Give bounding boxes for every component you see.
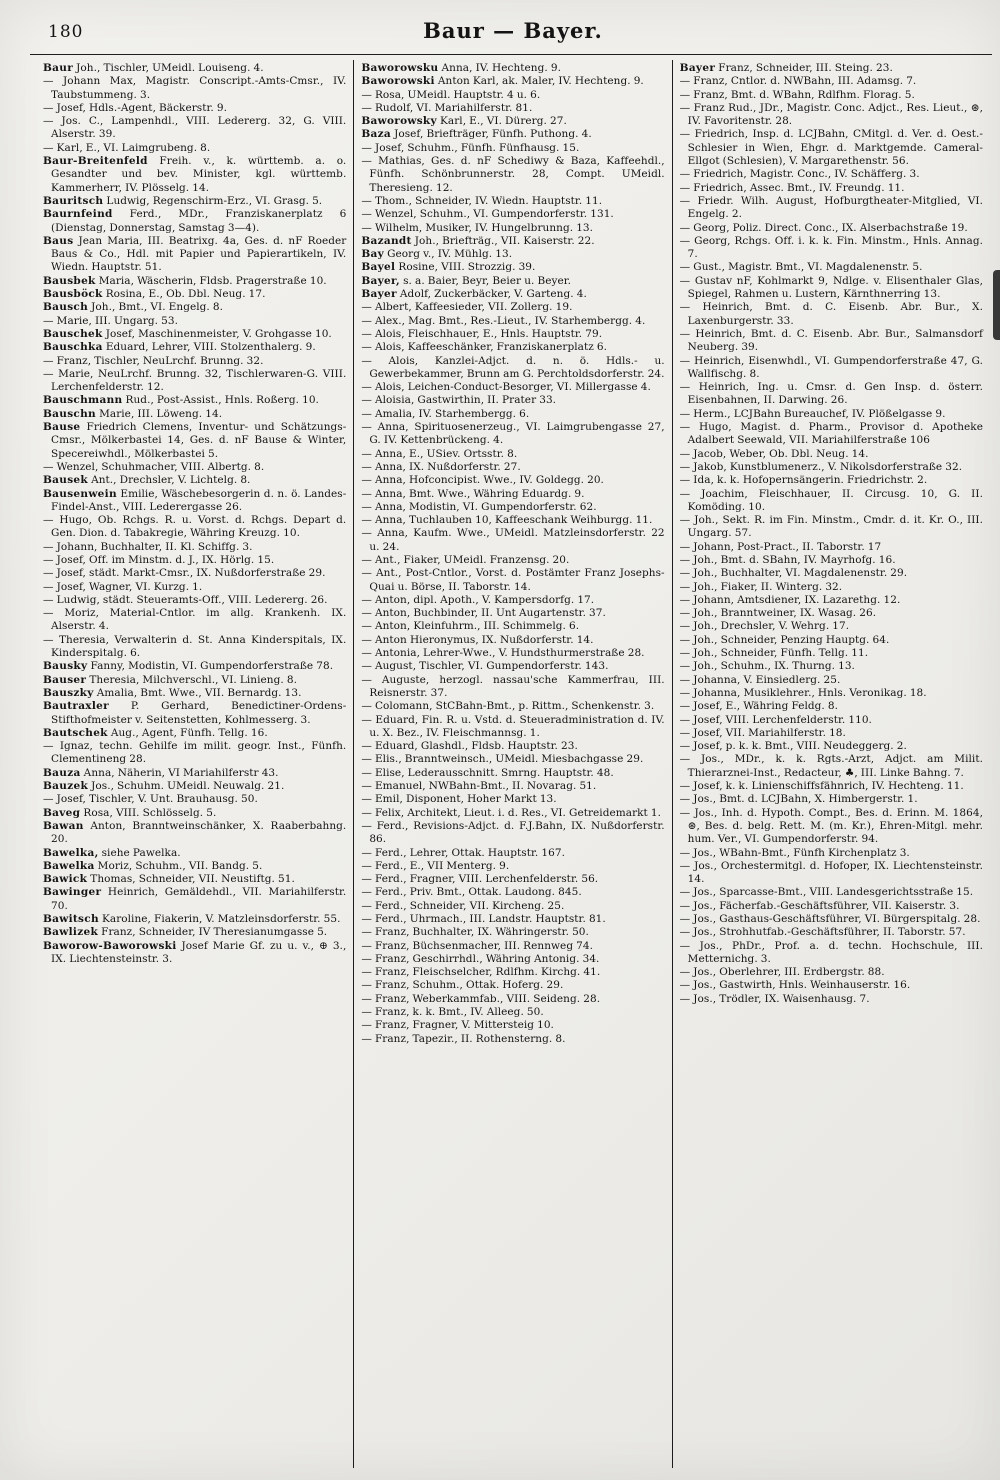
directory-entry: — Albert, Kaffeesieder, VII. Zollerg. 19.	[361, 301, 573, 314]
entry-surname: Baurnfeind	[43, 208, 113, 221]
directory-entry: — Felix, Architekt, Lieut. i. d. Res., VI. Getreidemarkt 1.	[361, 806, 662, 819]
entry-surname: Bause	[43, 421, 81, 434]
directory-entry: — Jos., PhDr., Prof. a. d. techn. Hochschule, III. Metternichg. 3.	[679, 939, 983, 965]
directory-entry: Bausbek Maria, Wäscherin, Fldsb. Pragerstraße 10.	[43, 274, 327, 287]
page-title: Baur — Bayer.	[423, 18, 603, 43]
directory-entry: — Jos., Gasthaus-Geschäftsführer, VI. Bürgerspitalg. 28.	[679, 913, 981, 925]
directory-entry: — Anna, E., USiev. Ortsstr. 8.	[361, 447, 518, 460]
entry-surname: Baworowsku	[361, 62, 439, 74]
scan-artifact	[993, 270, 1000, 340]
directory-entry: — Jos., Strohhutfab.-Geschäftsführer, II. Taborstr. 57.	[679, 926, 966, 939]
directory-entry: — Josef, Off. im Minstm. d. J., IX. Hörlg. 15.	[43, 553, 275, 566]
directory-entry: — Rudolf, VI. Mariahilferstr. 81.	[361, 101, 533, 114]
directory-entry: — Jos. C., Lampenhdl., VIII. Ledererg. 32, G. VIII. Alserstr. 39.	[43, 115, 347, 141]
entry-surname: Baworowsky	[361, 115, 437, 128]
entry-surname: Bayer	[679, 62, 716, 74]
entry-surname: Bauszky	[43, 686, 94, 699]
directory-entry: Bausenwein Emilie, Wäschebesorgerin d. n. ö. Landes-Findel-Anst., VIII. Lederergasse 26.	[43, 487, 347, 513]
directory-entry: — Heinrich, Bmt. d. C. Eisenb. Abr. Bur., Salmansdorf Neuberg. 39.	[679, 327, 983, 354]
directory-entry: — Jos., Sparcasse-Bmt., VIII. Landesgerichtsstraße 15.	[679, 886, 974, 899]
directory-entry: — Alois, Leichen-Conduct-Besorger, VI. Millergasse 4.	[361, 381, 651, 394]
directory-entry: — Joh., Drechsler, V. Wehrg. 17.	[679, 620, 850, 633]
entry-surname: Bauser	[43, 673, 87, 686]
entry-surname: Baur	[43, 62, 74, 74]
entry-surname: Baur-Breitenfeld	[43, 155, 148, 168]
directory-entry: — Franz Rud., JDr., Magistr. Conc. Adjct., Res. Lieut., ⊛, IV. Favoritenstr. 28.	[679, 101, 983, 128]
entry-surname: Bawan	[43, 819, 84, 832]
directory-entry: Bauschek Josef, Maschinenmeister, V. Grohgasse 10.	[43, 327, 332, 340]
directory-entry: — Elise, Lederausschnitt. Smrng. Hauptstr. 48.	[361, 766, 614, 779]
directory-entry: — Ludwig, städt. Steueramts-Off., VIII. Ledererg. 26.	[43, 593, 328, 606]
directory-entry: Bay Georg v., IV. Mühlg. 13.	[361, 248, 513, 261]
entry-surname: Bayel	[361, 261, 396, 274]
directory-entry: — Jacob, Weber, Ob. Dbl. Neug. 14.	[679, 447, 869, 460]
directory-entry: — Wilhelm, Musiker, IV. Hungelbrunng. 13.	[361, 221, 594, 234]
directory-entry: — Alex., Mag. Bmt., Res.-Lieut., IV. Starhembergg. 4.	[361, 314, 646, 327]
directory-entry: Baworowsky Karl, E., VI. Dürerg. 27.	[361, 115, 567, 128]
directory-column	[672, 60, 990, 1468]
directory-entry: — Anton Hieronymus, IX. Nußdorferstr. 14.	[361, 633, 594, 646]
directory-entry: — Jos., Trödler, IX. Waisenhausg. 7.	[679, 992, 870, 1005]
entry-surname: Baza	[361, 128, 391, 141]
directory-entry: — Joachim, Fleischhauer, II. Circusg. 10, G. II. Komöding. 10.	[679, 487, 983, 513]
entry-surname: Bawelka	[43, 859, 95, 872]
directory-entry: — Colomann, StCBahn-Bmt., p. Rittm., Schenkenstr. 3.	[361, 700, 655, 713]
directory-entry: — Hugo, Magist. d. Pharm., Provisor d. Apotheke Adalbert Seewald, VII. Mariahilferstraße 106	[679, 421, 983, 447]
directory-entry: — Ant., Fiaker, UMeidl. Franzensg. 20.	[361, 553, 570, 566]
directory-entry: — Anton, dipl. Apoth., V. Kampersdorfg. 17.	[361, 593, 595, 606]
directory-entry: — Ida, k. k. Hofopernsängerin. Friedrichstr. 2.	[679, 474, 928, 487]
directory-entry: — Alois, Fleischhauer, E., Hnls. Hauptstr. 79.	[361, 327, 603, 340]
directory-entry: Bauzek Jos., Schuhm. UMeidl. Neuwalg. 21.	[43, 780, 285, 793]
directory-entry: — Gustav nF, Kohlmarkt 9, Ndlge. v. Elisenthaler Glas, Spiegel, Rahmen u. Lustern, Kärnthnerring 13.	[679, 274, 983, 301]
directory-entry: — Johann, Post-Pract., II. Taborstr. 17	[679, 540, 882, 553]
page-number: 180	[48, 22, 84, 42]
entry-surname: Bausböck	[43, 288, 103, 301]
directory-entry: — Hugo, Ob. Rchgs. R. u. Vorst. d. Rchgs. Depart d. Gen. Dion. d. Tabakregie, Währing Kreuzg. 10.	[43, 514, 347, 540]
directory-entry: Bawelka, siehe Pawelka.	[43, 846, 181, 859]
directory-entry: Bawinger Heinrich, Gemäldehdl., VII. Mariahilferstr. 70.	[43, 886, 347, 912]
directory-entry: — Heinrich, Bmt. d. C. Eisenb. Abr. Bur., X. Laxenburgerstr. 33.	[679, 301, 983, 327]
directory-entry: Bauschmann Rud., Post-Assist., Hnls. Roßerg. 10.	[43, 394, 319, 407]
directory-entry: — Johann, Buchhalter, II. Kl. Schiffg. 3.	[43, 540, 253, 553]
directory-entry: — Joh., Fiaker, II. Winterg. 32.	[679, 580, 843, 593]
directory-entry: — Rosa, UMeidl. Hauptstr. 4 u. 6.	[361, 88, 541, 101]
directory-entry: Bauszky Amalia, Bmt. Wwe., VII. Bernardg. 13.	[43, 686, 302, 699]
directory-entry: Bawitsch Karoline, Fiakerin, V. Matzleinsdorferstr. 55.	[43, 913, 341, 925]
directory-entry: — Friedrich, Assec. Bmt., IV. Freundg. 11.	[679, 181, 905, 194]
directory-entry: Bausch Joh., Bmt., VI. Engelg. 8.	[43, 301, 224, 314]
directory-entry: Bausky Fanny, Modistin, VI. Gumpendorferstraße 78.	[43, 660, 334, 673]
directory-entry: Baurnfeind Ferd., MDr., Franziskanerplatz 6 (Dienstag, Donnerstag, Samstag 3—4).	[43, 208, 347, 234]
entry-surname: Baworow-Baworowski	[43, 939, 177, 952]
directory-entry: — Joh., Buchhalter, VI. Magdalenenstr. 29.	[679, 567, 908, 580]
entry-surname: Bausenwein	[43, 487, 117, 500]
directory-entry: Baza Josef, Briefträger, Fünfh. Puthong. 4.	[361, 128, 592, 141]
directory-column	[36, 60, 353, 1468]
directory-entry: — Josef, Wagner, VI. Kurzg. 1.	[43, 580, 203, 593]
directory-entry: — Ferd., Schneider, VII. Kircheng. 25.	[361, 899, 565, 912]
directory-entry: Bayer Franz, Schneider, III. Steing. 23.	[679, 62, 893, 74]
directory-entry: — Wenzel, Schuhmacher, VIII. Albertg. 8.	[43, 460, 265, 473]
directory-entry: — Franz, Bmt. d. WBahn, Rdlfhm. Florag. 5.	[679, 88, 915, 101]
directory-entry: — Anton, Kleinfuhrm., III. Schimmelg. 6.	[361, 620, 580, 633]
directory-entry: — Antonia, Lehrer-Wwe., V. Hundsthurmerstraße 28.	[361, 647, 645, 660]
entry-surname: Bawitsch	[43, 913, 99, 925]
directory-entry: Baur-Breitenfeld Freih. v., k. württemb. a. o. Gesandter und bev. Minister, kgl. württemb. Kammerherr, IV. Plösselg. 14.	[43, 155, 347, 194]
directory-entry: — Ferd., Revisions-Adjct. d. F.J.Bahn, IX. Nußdorferstr. 86.	[361, 819, 665, 846]
header-rule	[30, 54, 992, 55]
directory-columns	[36, 60, 990, 1468]
directory-entry: — Friedr. Wilh. August, Hofburgtheater-Mitglied, VI. Engelg. 2.	[679, 194, 983, 221]
entry-surname: Bautraxler	[43, 700, 109, 713]
directory-entry: — Ferd., Fragner, VIII. Lerchenfelderstr. 56.	[361, 873, 599, 886]
entry-surname: Bausch	[43, 301, 89, 314]
directory-entry: Bautraxler P. Gerhard, Benedictiner-Ordens-Stifthofmeister v. Seitenstetten, Kohlmesserg. 3.	[43, 700, 347, 726]
directory-entry: Bauschn Marie, III. Löweng. 14.	[43, 407, 223, 420]
directory-entry: — Anton, Buchbinder, II. Unt Augartenstr. 37.	[361, 607, 606, 620]
directory-entry: Bauschka Eduard, Lehrer, VIII. Stolzenthalerg. 9.	[43, 341, 316, 354]
directory-entry: — Anna, IX. Nußdorferstr. 27.	[361, 460, 521, 473]
entry-surname: Bawick	[43, 873, 88, 886]
directory-entry: — Josef, Schuhm., Fünfh. Fünfhausg. 15.	[361, 141, 580, 154]
directory-entry: — Franz, k. k. Bmt., IV. Alleeg. 50.	[361, 1006, 544, 1019]
entry-surname: Baus	[43, 234, 74, 247]
directory-entry: — Gust., Magistr. Bmt., VI. Magdalenenstr. 5.	[679, 261, 923, 274]
entry-surname: Bauritsch	[43, 194, 104, 207]
entry-surname: Bayer,	[361, 274, 401, 287]
directory-entry: — Josef, städt. Markt-Cmsr., IX. Nußdorferstraße 29.	[43, 567, 326, 580]
entry-surname: Bawinger	[43, 886, 102, 899]
entry-surname: Bausek	[43, 474, 88, 487]
directory-entry: — Franz, Weberkammfab., VIII. Seideng. 28.	[361, 992, 601, 1005]
directory-entry: Bauritsch Ludwig, Regenschirm-Erz., VI. Grasg. 5.	[43, 194, 323, 207]
directory-entry: — Ant., Post-Cntlor., Vorst. d. Postämter Franz Josephs-Quai u. Börse, II. Taborstr. 14.	[361, 567, 665, 593]
entry-surname: Bayer	[361, 288, 397, 301]
directory-entry: Baworow-Baworowski Josef Marie Gf. zu u. v., ⊕ 3., IX. Liechtensteinstr. 3.	[43, 939, 347, 965]
entry-surname: Bawlizek	[43, 926, 99, 939]
directory-entry: — Emil, Disponent, Hoher Markt 13.	[361, 793, 557, 806]
directory-entry: — Anna, Bmt. Wwe., Währing Eduardg. 9.	[361, 487, 585, 500]
directory-entry: — Ignaz, techn. Gehilfe im milit. geogr. Inst., Fünfh. Clementineng 28.	[43, 740, 347, 766]
entry-surname: Bawelka,	[43, 846, 99, 859]
entry-surname: Bazandt	[361, 234, 412, 247]
directory-entry: — Franz, Schuhm., Ottak. Hoferg. 29.	[361, 979, 564, 992]
directory-entry: — Karl, E., VI. Laimgrubeng. 8.	[43, 141, 211, 154]
directory-entry: — Moriz, Material-Cntlor. im allg. Krankenh. IX. Alserstr. 4.	[43, 607, 347, 633]
directory-entry: Bause Friedrich Clemens, Inventur- und Schätzungs-Cmsr., Mölkerbastei 14, Ges. d. nF Bause & Winter, Specereiwhdl., Mölkerbastei 5.	[43, 421, 347, 460]
directory-entry: — Franz, Fragner, V. Mittersteig 10.	[361, 1019, 554, 1032]
directory-entry: Bausböck Rosina, E., Ob. Dbl. Neug. 17.	[43, 288, 266, 301]
directory-entry: — Friedrich, Insp. d. LCJBahn, CMitgl. d. Ver. d. Oest.-Schlesier in Wien, Ehgr. d. Marktgemde. Cameral-Ellgot (Schlesien), V. Margarethenstr. 56.	[679, 128, 983, 168]
directory-entry: Bawan Anton, Branntweinschänker, X. Raaberbahng. 20.	[43, 819, 347, 846]
directory-entry: — Johann Max, Magistr. Conscript.-Amts-Cmsr., IV. Taubstummeng. 3.	[43, 75, 347, 101]
directory-entry: Bayel Rosine, VIII. Strozzig. 39.	[361, 261, 536, 274]
directory-entry: Bauza Anna, Näherin, VI Mariahilferstr 43.	[43, 766, 279, 779]
directory-entry: — Heinrich, Eisenwhdl., VI. Gumpendorferstraße 47, G. Wallfischg. 8.	[679, 354, 983, 380]
directory-entry: — Josef, VII. Mariahilferstr. 18.	[679, 726, 846, 739]
directory-entry: — Franz, Geschirrhdl., Währing Antonig. 34.	[361, 952, 600, 965]
directory-entry: — Jos., Gastwirth, Hnls. Weinhauserstr. 16.	[679, 979, 911, 992]
directory-entry: — Johann, Amtsdiener, IX. Lazarethg. 12.	[679, 593, 901, 606]
directory-entry: — Josef, k. k. Linienschiffsfähnrich, IV. Hechteng. 11.	[679, 780, 964, 793]
entry-surname: Baveg	[43, 806, 81, 819]
directory-entry: — Josef, VIII. Lerchenfelderstr. 110.	[679, 713, 872, 726]
directory-entry: Bayer, s. a. Baier, Beyr, Beier u. Beyer.	[361, 274, 572, 287]
directory-entry: — Anna, Tuchlauben 10, Kaffeeschank Weihburgg. 11.	[361, 514, 653, 527]
directory-entry: — Joh., Bmt. d. SBahn, IV. Mayrhofg. 16.	[679, 553, 896, 566]
directory-entry: Baus Jean Maria, III. Beatrixg. 4a, Ges. d. nF Roeder Baus & Co., Hdl. mit Papier und Papierartikeln, IV. Wiedn. Hauptstr. 51.	[43, 234, 347, 274]
entry-surname: Bautschek	[43, 726, 108, 739]
directory-entry: — Joh., Branntweiner, IX. Wasag. 26.	[679, 607, 877, 620]
directory-entry: — Franz, Tapezir., II. Rothensterng. 8.	[361, 1032, 566, 1045]
directory-entry: — Eduard, Glashdl., Fldsb. Hauptstr. 23.	[361, 740, 578, 753]
directory-entry: — Franz, Tischler, NeuLrchf. Brunng. 32.	[43, 354, 264, 367]
directory-entry: — Georg, Rchgs. Off. i. k. k. Fin. Minstm., Hnls. Annag. 7.	[679, 234, 983, 261]
directory-entry: — Jos., WBahn-Bmt., Fünfh Kirchenplatz 3.	[679, 846, 910, 859]
directory-entry: — Joh., Schneider, Penzing Hauptg. 64.	[679, 633, 890, 646]
directory-entry: — Anna, Modistin, VI. Gumpendorferstr. 62.	[361, 500, 597, 513]
directory-entry: — Jos., Bmt. d. LCJBahn, X. Himbergerstr. 1.	[679, 793, 918, 806]
directory-column	[353, 60, 671, 1468]
directory-entry: — Josef, p. k. k. Bmt., VIII. Neudeggerg. 2.	[679, 740, 907, 753]
entry-surname: Bauza	[43, 766, 81, 779]
directory-entry: — Ferd., Lehrer, Ottak. Hauptstr. 167.	[361, 846, 565, 859]
directory-entry: — Jakob, Kunstblumenerz., V. Nikolsdorferstraße 32.	[679, 460, 963, 473]
directory-entry: — Ferd., E., VII Menterg. 9.	[361, 859, 510, 872]
directory-entry: — Eduard, Fin. R. u. Vstd. d. Steueradministration d. IV. u. X. Bez., IV. Fleischmannsg. 1.	[361, 713, 665, 739]
directory-entry: — Wenzel, Schuhm., VI. Gumpendorferstr. 131.	[361, 208, 614, 221]
entry-surname: Bauschek	[43, 327, 103, 340]
directory-entry: — Anna, Spirituosenerzeug., VI. Laimgrubengasse 27, G. IV. Kettenbrückeng. 4.	[361, 421, 665, 447]
directory-entry: Bawlizek Franz, Schneider, IV Theresianumgasse 5.	[43, 926, 328, 939]
directory-entry: Bausek Ant., Drechsler, V. Lichtelg. 8.	[43, 474, 251, 487]
directory-entry: — Auguste, herzogl. nassau'sche Kammerfrau, III. Reisnerstr. 37.	[361, 673, 665, 699]
entry-surname: Bauschka	[43, 341, 103, 354]
entry-surname: Bausbek	[43, 274, 96, 287]
directory-entry: — Joh., Sekt. R. im Fin. Minstm., Cmdr. d. it. Kr. O., III. Ungarg. 57.	[679, 514, 983, 540]
directory-entry: — Franz, Buchhalter, IX. Währingerstr. 50.	[361, 926, 589, 939]
directory-entry: — Marie, NeuLrchf. Brunng. 32, Tischlerwaren-G. VIII. Lerchenfelderstr. 12.	[43, 367, 347, 394]
directory-entry: Bawelka Moriz, Schuhm., VII. Bandg. 5.	[43, 859, 263, 872]
entry-surname: Bausky	[43, 660, 88, 673]
entry-surname: Bauzek	[43, 780, 89, 793]
directory-entry: — Amalia, IV. Starhembergg. 6.	[361, 407, 530, 420]
directory-entry: — Theresia, Verwalterin d. St. Anna Kinderspitals, IX. Kinderspitalg. 6.	[43, 633, 347, 660]
directory-entry: — Emanuel, NWBahn-Bmt., II. Novarag. 51.	[361, 780, 597, 793]
directory-entry: — Josef, Hdls.-Agent, Bäckerstr. 9.	[43, 101, 228, 114]
directory-entry: — Johanna, V. Einsiedlerg. 25.	[679, 673, 841, 686]
entry-surname: Bauschn	[43, 407, 96, 420]
directory-entry: — Mathias, Ges. d. nF Schediwy & Baza, Kaffeehdl., Fünfh. Schönbrunnerstr. 28, Compt. UMeidl. Theresieng. 12.	[361, 155, 665, 194]
entry-surname: Bay	[361, 248, 385, 261]
directory-entry: — Thom., Schneider, IV. Wiedn. Hauptstr. 11.	[361, 194, 603, 207]
directory-entry: — Herm., LCJBahn Bureauchef, IV. Plößelgasse 9.	[679, 407, 946, 420]
directory-entry: — Marie, III. Ungarg. 53.	[43, 314, 178, 327]
directory-entry: — Franz, Cntlor. d. NWBahn, III. Adamsg. 7.	[679, 75, 917, 88]
directory-entry: — Alois, Kanzlei-Adjct. d. n. ö. Hdls.- u. Gewerbekammer, Brunn am G. Perchtoldsdorferstr. 24.	[361, 354, 665, 380]
directory-entry: — Franz, Fleischselcher, Rdlfhm. Kirchg. 41.	[361, 966, 601, 979]
entry-surname: Baworowski	[361, 75, 435, 88]
directory-entry: — Alois, Kaffeeschänker, Franziskanerplatz 6.	[361, 341, 608, 354]
directory-entry: — Anna, Hofconcipist. Wwe., IV. Goldegg. 20.	[361, 474, 604, 487]
directory-entry: — Josef, E., Währing Feldg. 8.	[679, 700, 839, 713]
directory-entry: Bautschek Aug., Agent, Fünfh. Tellg. 16.	[43, 726, 268, 739]
directory-entry: — Aloisia, Gastwirthin, II. Prater 33.	[361, 394, 557, 407]
directory-entry: Baur Joh., Tischler, UMeidl. Louiseng. 4.	[43, 62, 264, 74]
directory-entry: Baveg Rosa, VIII. Schlösselg. 5.	[43, 806, 217, 819]
directory-entry: — Joh., Schuhm., IX. Thurng. 13.	[679, 660, 855, 673]
directory-entry: — Joh., Schneider, Fünfh. Tellg. 11.	[679, 647, 869, 660]
directory-entry: — Jos., Oberlehrer, III. Erdbergstr. 88.	[679, 966, 885, 979]
directory-entry: Baworowski Anton Karl, ak. Maler, IV. Hechteng. 9.	[361, 75, 644, 88]
directory-entry: — Jos., MDr., k. k. Rgts.-Arzt, Adjct. am Milit. Thierarznei-Inst., Redacteur, ♣, III. Linke Bahng. 7.	[679, 753, 983, 779]
directory-entry: — August, Tischler, VI. Gumpendorferstr. 143.	[361, 660, 609, 673]
directory-entry: — Johanna, Musiklehrer., Hnls. Veronikag. 18.	[679, 686, 927, 699]
directory-entry: — Ferd., Uhrmach., III. Landstr. Hauptstr. 81.	[361, 913, 606, 925]
entry-surname: Bauschmann	[43, 394, 123, 407]
directory-entry: Bauser Theresia, Milchverschl., VI. Linieng. 8.	[43, 673, 297, 686]
directory-entry: — Anna, Kaufm. Wwe., UMeidl. Matzleinsdorferstr. 22 u. 24.	[361, 527, 665, 553]
directory-entry: Bawick Thomas, Schneider, VII. Neustiftg. 51.	[43, 873, 295, 886]
directory-entry: — Heinrich, Ing. u. Cmsr. d. Gen Insp. d. österr. Eisenbahnen, II. Darwing. 26.	[679, 381, 983, 407]
directory-entry: Bazandt Joh., Briefträg., VII. Kaiserstr. 22.	[361, 234, 595, 247]
directory-entry: — Ferd., Priv. Bmt., Ottak. Laudong. 845.	[361, 886, 582, 899]
directory-entry: — Friedrich, Magistr. Conc., IV. Schäfferg. 3.	[679, 168, 920, 181]
directory-entry: Baworowsku Anna, IV. Hechteng. 9.	[361, 62, 561, 74]
directory-entry: — Jos., Orchestermitgl. d. Hofoper, IX. Liechtensteinstr. 14.	[679, 859, 983, 886]
page-header	[42, 16, 984, 50]
directory-entry: — Georg, Poliz. Direct. Conc., IX. Alserbachstraße 19.	[679, 221, 968, 234]
directory-entry: — Jos., Inh. d. Hypoth. Compt., Bes. d. Erinn. M. 1864, ⊛, Bes. d. belg. Rett. M. (m. Kr.), Ehren-Mitgl. mehr. hum. Ver., VI. Gumpendorferstr. 94.	[679, 806, 983, 846]
directory-entry: Bayer Adolf, Zuckerbäcker, V. Garteng. 4.	[361, 288, 587, 301]
directory-entry: — Elis., Branntweinsch., UMeidl. Miesbachgasse 29.	[361, 753, 644, 766]
directory-entry: — Franz, Büchsenmacher, III. Rennweg 74.	[361, 939, 594, 952]
directory-entry: — Josef, Tischler, V. Unt. Brauhausg. 50.	[43, 793, 258, 806]
directory-entry: — Jos., Fächerfab.-Geschäftsführer, VII. Kaiserstr. 3.	[679, 899, 960, 912]
